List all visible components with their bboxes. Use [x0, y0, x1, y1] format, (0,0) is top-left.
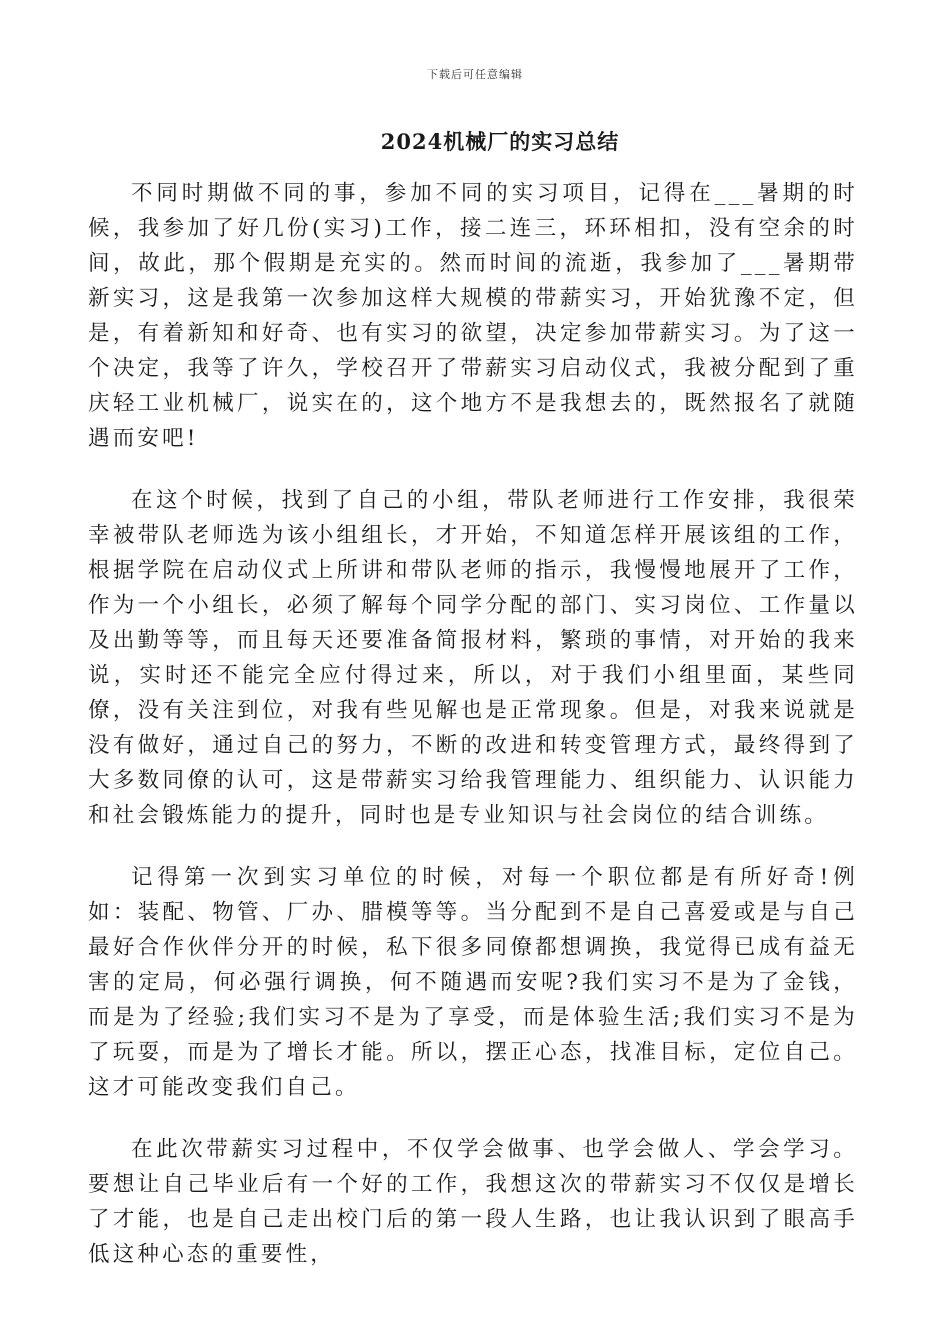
document-title: 2024机械厂的实习总结: [380, 129, 620, 154]
paragraph-4: 在此次带薪实习过程中，不仅学会做事、也学会做人、学会学习。要想让自己毕业后有一个好的工作，我想这次的带薪实习不仅仅是增长了才能，也是自己走出校门后的第一段人生路，也让我认识到了眼高手低这种心态的重要性，: [88, 1137, 858, 1267]
header-note: 下载后可任意编辑: [427, 68, 523, 81]
paragraph-3: 记得第一次到实习单位的时候，对每一个职位都是有所好奇!例如：装配、物管、厂办、腊模等等。当分配到不是自己喜爱或是与自己最好合作伙伴分开的时候，私下很多同僚都想调换，我觉得已成有益无害的定局，何必强行调换，何不随遇而安呢?我们实习不是为了金钱，而是为了经验;我们实习不是为了享受，而是体验生活;我们实习不是为了玩耍，而是为了增长才能。所以，摆正心态，找准目标，定位自己。这才可能改变我们自己。: [88, 865, 858, 1100]
paragraph-1: 不同时期做不同的事，参加不同的实习项目，记得在___暑期的时候，我参加了好几份(实习)工作，接二连三，环环相扣，没有空余的时间，故此，那个假期是充实的。然而时间的流逝，我参加了___暑期带新实习，这是我第一次参加这样大规模的带薪实习，开始犹豫不定，但是，有着新知和好奇、也有实习的欲望，决定参加带薪实习。为了这一个决定，我等了许久，学校召开了带薪实习启动仪式，我被分配到了重庆轻工业机械厂，说实在的，这个地方不是我想去的，既然报名了就随遇而安吧!: [88, 181, 858, 451]
document-body: [88, 176, 858, 1272]
paragraph-2: 在这个时候，找到了自己的小组，带队老师进行工作安排，我很荣幸被带队老师选为该小组组长，才开始，不知道怎样开展该组的工作，根据学院在启动仪式上所讲和带队老师的指示，我慢慢地展开了工作，作为一个小组长，必须了解每个同学分配的部门、实习岗位、工作量以及出勤等等，而且每天还要准备简报材料，繁琐的事情，对开始的我来说，实时还不能完全应付得过来，所以，对于我们小组里面，某些同僚，没有关注到位，对我有些见解也是正常现象。但是，对我来说就是没有做好，通过自己的努力，不断的改进和转变管理方式，最终得到了大多数同僚的认可，这是带薪实习给我管理能力、组织能力、认识能力和社会锻炼能力的提升，同时也是专业知识与社会岗位的结合训练。: [88, 488, 858, 828]
